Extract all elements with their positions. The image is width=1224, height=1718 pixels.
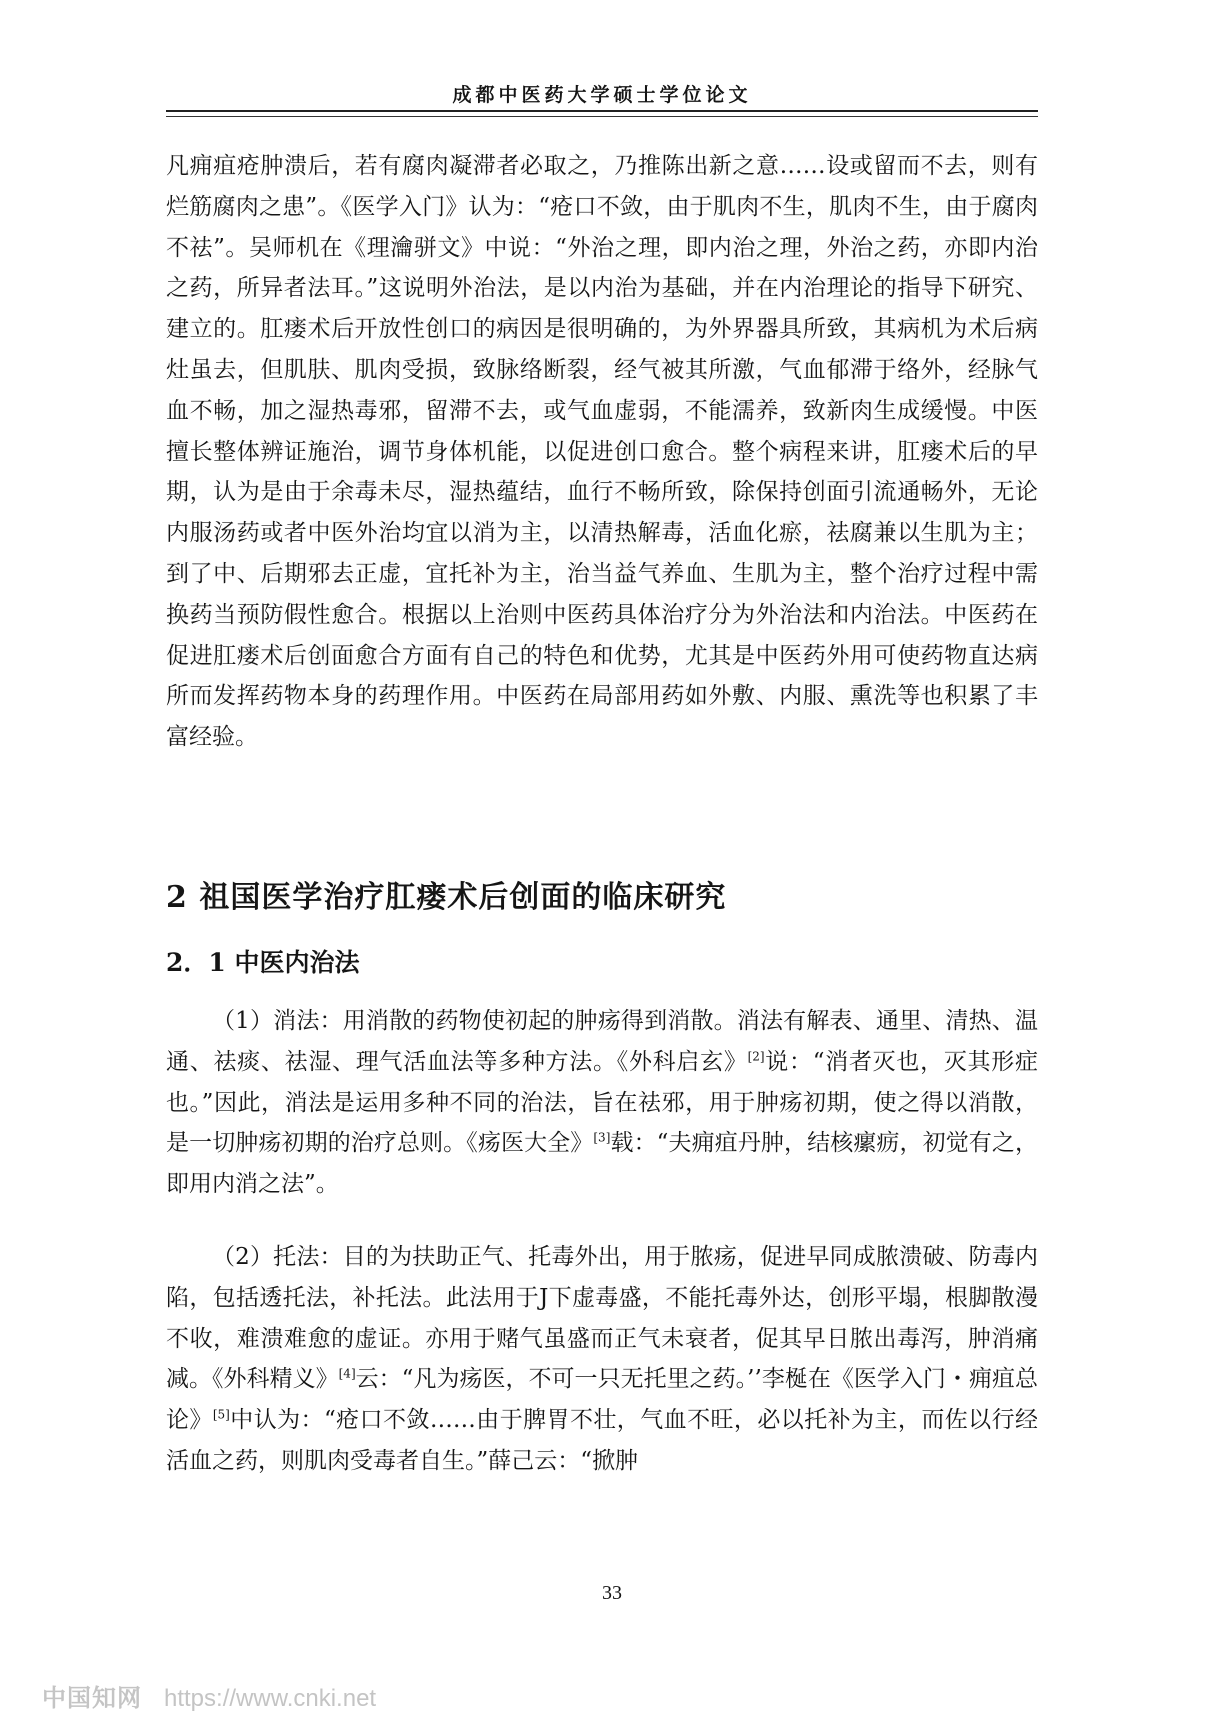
p2-text-b: 说：“消者灭也，灭其形症也。”因此，消法是运用多种不同的治法，旨在祛邪，用于肿疡初期，使之得以消散，是一切肿疡初期的治疗总则。《疡医大全》 [166,1048,1039,1157]
header-rule-thick [166,110,1038,112]
p2-text-a: （1）消法：用消散的药物使初起的肿疡得到消散。消法有解表、通里、清热、温通、祛痰、祛湿、理气活血法等多种方法。《外科启玄》 [166,1008,1038,1075]
p3-text-a: （2）托法：目的为扶助正气、托毒外出，用于脓疡，促进早同成脓溃破、防毒内陷，包括透托法，补托法。此法用于J下虚毒盛，不能托毒外达，创形平塌，根脚散漫不收，难溃难愈的虚证。亦用于赌气虽盛而正气未衰者，促其早日脓出毒泻，肿消痛减。《外科精义》 [166,1244,1038,1393]
cnki-url: https://www.cnki.net [164,1685,377,1712]
p2-text-c: 载：“夫痈疽丹肿，结核瘰疬，初觉有之，即用内消之法”。 [166,1130,1039,1198]
page-number: 33 [602,1582,622,1604]
cnki-logo-text: 中国知网 [42,1685,142,1712]
body-paragraph-2 [166,1001,1038,1205]
p3-text-c: 中认为：“疮口不敛……由于脾胃不壮，气血不旺，必以托补为主，而佐以行经活血之药，则肌肉受毒者自生。”薛己云：“掀肿 [166,1407,1039,1474]
subsection-heading: 2．1 中医内治法 [166,948,360,977]
citation-ref: [3] [593,1130,611,1145]
section-heading: 2 祖国医学治疗肛瘘术后创面的临床研究 [166,880,727,915]
citation-ref: [4] [338,1366,356,1381]
header-rule-thin [166,116,1038,117]
citation-ref: [2] [747,1049,765,1064]
body-paragraph-3 [166,1237,1038,1482]
citation-ref: [5] [212,1407,230,1422]
p3-text-b: 云：“凡为疡医，不可一只无托里之药。’’李梴在《医学入门・痈疽总论》 [166,1366,1038,1434]
body-paragraph-1: 凡痈疽疮肿溃后，若有腐肉凝滞者必取之，乃推陈出新之意……设或留而不去，则有烂筋腐肉之患”。《医学入门》认为：“疮口不敛，由于肌肉不生，肌肉不生，由于腐肉不祛”。吴师机在《理瀹骈文》中说：“外治之理，即内治之理，外治之药，亦即内治之药，所异者法耳。”这说明外治法，是以内治为基础，并在内治理论的指导下研究、建立的。肛瘘术后开放性创口的病因是很明确的，为外界器具所致，其病机为术后病灶虽去，但肌肤、肌肉受损，致脉络断裂，经气被其所激，气血郁滞于络外，经脉气血不畅，加之湿热毒邪，留滞不去，或气血虚弱，不能濡养，致新肉生成缓慢。中医擅长整体辨证施治，调节身体机能，以促进创口愈合。整个病程来讲，肛瘘术后的早期，认为是由于余毒未尽，湿热蕴结，血行不畅所致，除保持创面引流通畅外，无论内服汤药或者中医外治均宜以消为主，以清热解毒，活血化瘀，祛腐兼以生肌为主；到了中、后期邪去正虚，宜托补为主，治当益气养血、生肌为主，整个治疗过程中需换药当预防假性愈合。根据以上治则中医药具体治疗分为外治法和内治法。中医药在促进肛瘘术后创面愈合方面有自己的特色和优势，尤其是中医药外用可使药物直达病所而发挥药物本身的药理作用。中医药在局部用药如外敷、内服、熏洗等也积累了丰富经验。 [166,153,1038,751]
running-header: 成都中医药大学硕士学位论文 [452,84,752,106]
cnki-watermark [42,1678,376,1713]
